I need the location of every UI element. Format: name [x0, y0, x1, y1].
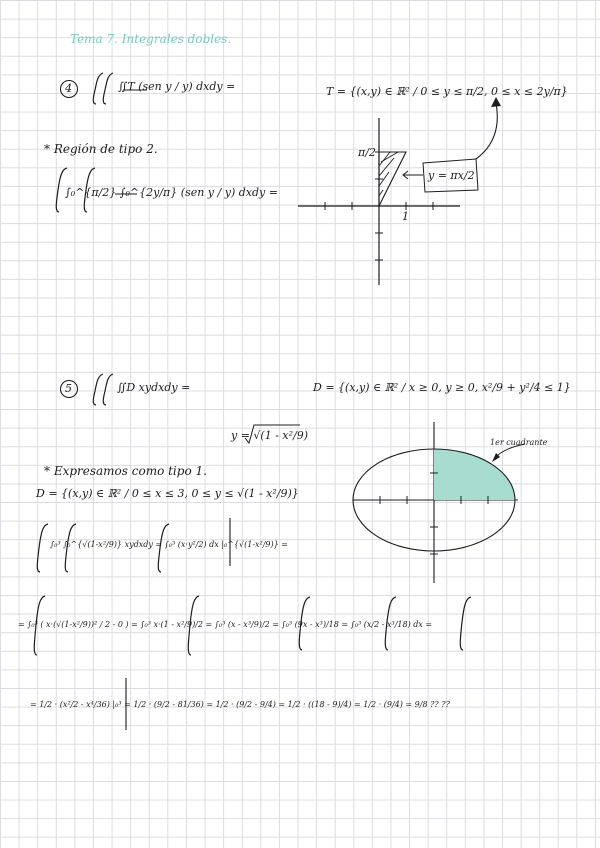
curved-arrow	[476, 103, 497, 159]
integral-sign	[37, 524, 48, 572]
domain-type-1: D = {(x,y) ∈ ℝ² / 0 ≤ x ≤ 3, 0 ≤ y ≤ √(1 - x²/9)}	[36, 487, 299, 500]
problem-5-integral: ∬D xydxdy =	[117, 381, 191, 394]
problem-5-number: 5	[65, 382, 72, 395]
problem-5-domain: D = {(x,y) ∈ ℝ² / x ≥ 0, y ≥ 0, x²/9 + y²/4 ≤ 1}	[313, 381, 571, 394]
integral-sign	[93, 73, 103, 104]
line-label: y = πx/2	[428, 169, 475, 182]
y-tick-label: π/2	[358, 146, 376, 159]
solution-step-3: = 1/2 · (x²/2 - x⁴/36) |₀³ = 1/2 · (9/2 - 81/36) = 1/2 · (9/2 - 9/4) = 1/2 · ((18 - 9)/4) = 1/2 · (9/4) = 9/8 ?? ??	[30, 700, 450, 709]
problem-4-domain: T = {(x,y) ∈ ℝ² / 0 ≤ y ≤ π/2, 0 ≤ x ≤ 2y/π}	[326, 85, 568, 98]
first-quadrant-region	[434, 449, 515, 500]
solution-step-1: ∫₀³ ∫₀^{√(1-x²/9)} xydxdy = ∫₀³ (x·y²/2) dx |₀^{√(1-x²/9)} =	[50, 540, 288, 549]
integral-sign	[460, 597, 471, 650]
region-type-note: * Región de tipo 2.	[44, 142, 158, 156]
solution-step-2: = ∫₀³ ( x·(√(1-x²/9))² / 2 - 0 ) = ∫₀³ x·(1 - x²/9)/2 = ∫₀³ (x - x³/9)/2 = ∫₀³ (9x - x³)/18 = ∫₀³ (x/2 - x³/18) dx =	[18, 620, 433, 629]
integral-sign	[103, 374, 113, 405]
x-tick-label: 1	[402, 210, 409, 223]
problem-4-integral: ∬T (sen y / y) dxdy =	[118, 80, 236, 93]
y-expression: y = √(1 - x²/9)	[231, 429, 309, 442]
integral-sign	[103, 73, 113, 104]
curved-arrow-head	[491, 97, 501, 107]
problem-4-iterated-integral: ∫₀^{π/2} ∫₀^{2y/π} (sen y / y) dxdy =	[65, 186, 278, 199]
quadrant-label: 1er cuadrante	[490, 438, 548, 447]
express-type-note: * Expresamos como tipo 1.	[44, 464, 207, 478]
page-title: Tema 7. Integrales dobles.	[70, 32, 232, 46]
integral-sign	[93, 374, 103, 405]
problem-4-number: 4	[65, 82, 72, 95]
